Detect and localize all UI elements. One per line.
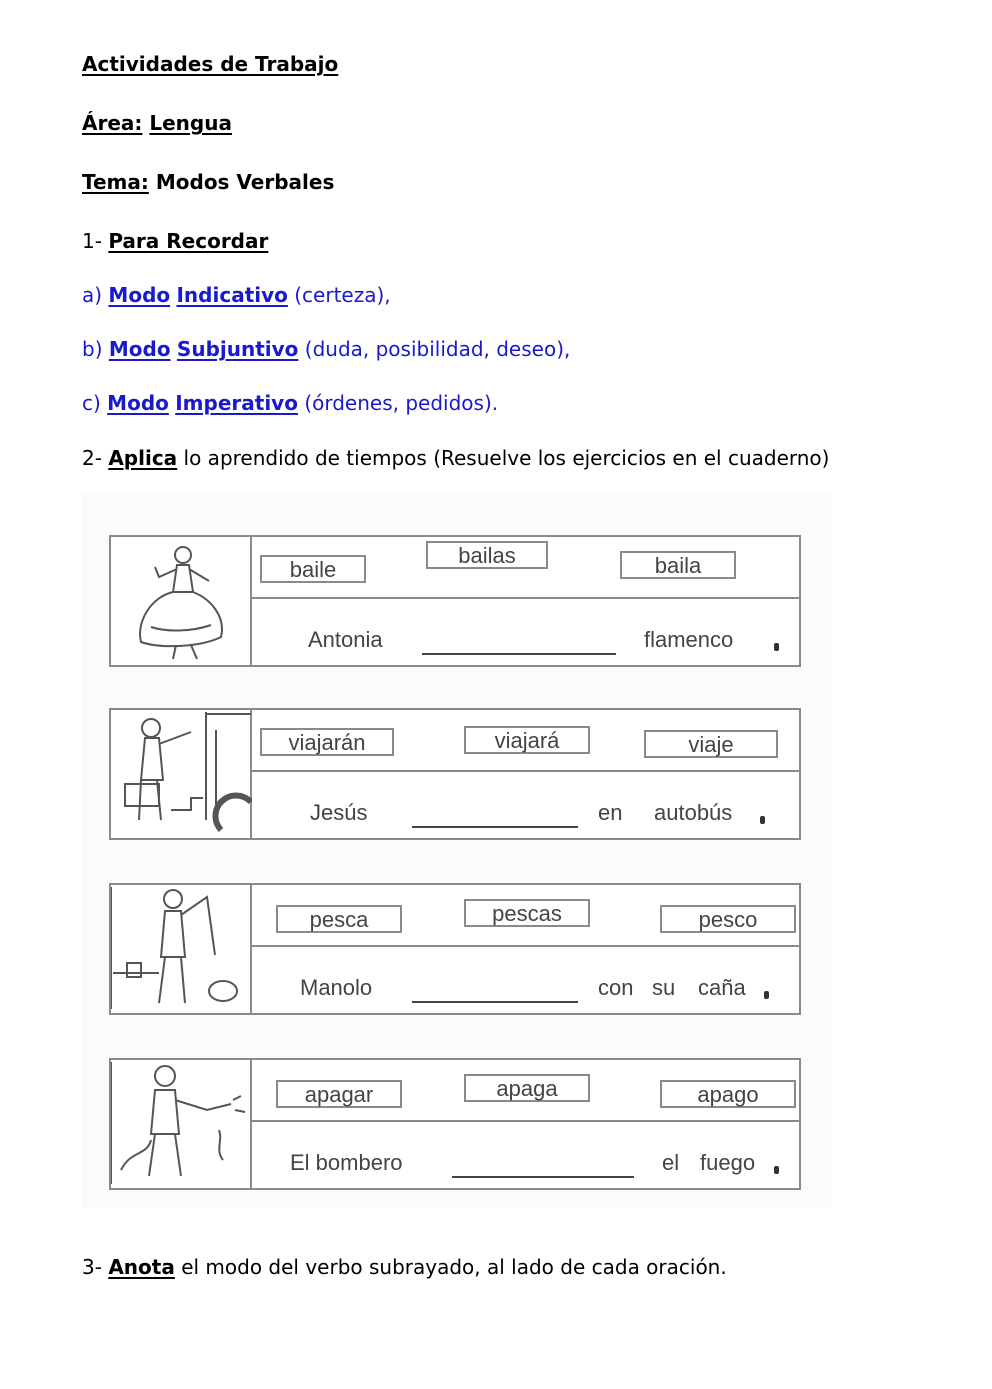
exercise-row: [109, 535, 801, 667]
verb-option[interactable]: viajará: [464, 726, 590, 754]
area-label: Área:: [82, 111, 143, 135]
sentence-subject: Jesús: [310, 800, 368, 825]
mode-word: Modo: [108, 337, 171, 361]
traveler-bus-icon: [111, 710, 252, 838]
verb-option[interactable]: apago: [660, 1080, 796, 1108]
document-title: Actividades de Trabajo: [82, 52, 339, 76]
sentence-subject: Antonia: [308, 627, 383, 652]
mode-item-imperativo: [82, 391, 498, 415]
section2-text: lo aprendido de tiempos (Resuelve los ejercicios en el cuaderno): [183, 446, 830, 470]
verb-option[interactable]: pesco: [660, 905, 796, 933]
sentence-ending: caña: [698, 975, 746, 1000]
exercise-sentence: [252, 772, 799, 838]
tema-line: [82, 170, 334, 194]
sentence-ending: el: [662, 1150, 680, 1175]
section3-text: el modo del verbo subrayado, al lado de cada oración.: [181, 1255, 727, 1279]
mode-name: Subjuntivo: [176, 337, 299, 361]
sentence-ending: flamenco: [644, 627, 734, 652]
section2-instruction: [82, 446, 829, 470]
exercise-sentence: [252, 1122, 799, 1188]
sentence-subject: Manolo: [300, 975, 373, 1000]
sentence-ending: fuego: [700, 1150, 756, 1175]
period-mark: [764, 991, 769, 999]
verb-option[interactable]: viaje: [644, 730, 778, 758]
mode-letter: b): [82, 337, 103, 361]
mode-description: (órdenes, pedidos).: [304, 391, 499, 415]
section3-verb: Anota: [108, 1255, 175, 1279]
sentence-ending: autobús: [654, 800, 733, 825]
mode-description: (duda, posibilidad, deseo),: [304, 337, 571, 361]
answer-blank[interactable]: [452, 1176, 634, 1178]
answer-blank[interactable]: [412, 826, 578, 828]
mode-item-subjuntivo: [82, 337, 570, 361]
mode-name: Indicativo: [176, 283, 288, 307]
mode-letter: a): [82, 283, 103, 307]
answer-blank[interactable]: [412, 1001, 578, 1003]
period-mark: [760, 816, 765, 824]
mode-name: Imperativo: [175, 391, 298, 415]
exercise-row: [109, 708, 801, 840]
sentence-subject: El bombero: [290, 1150, 403, 1175]
sentence-ending: en: [598, 800, 623, 825]
fisherman-icon: [111, 885, 252, 1013]
verb-option[interactable]: apagar: [276, 1080, 402, 1108]
section3-number: 3-: [82, 1255, 102, 1279]
sentence-ending: su: [652, 975, 676, 1000]
verb-options: [252, 1060, 799, 1122]
exercise-row: [109, 883, 801, 1015]
verb-options: [252, 710, 799, 772]
mode-letter: c): [82, 391, 101, 415]
section2-number: 2-: [82, 446, 102, 470]
exercise-worksheet: [82, 492, 832, 1207]
section1-title: Para Recordar: [108, 229, 269, 253]
period-mark: [774, 643, 779, 651]
mode-word: Modo: [107, 391, 169, 415]
verb-options: [252, 885, 799, 947]
period-mark: [774, 1166, 779, 1174]
verb-option[interactable]: baila: [620, 551, 736, 579]
exercise-sentence: [252, 599, 799, 665]
exercise-row: [109, 1058, 801, 1190]
firefighter-icon: [111, 1060, 252, 1188]
area-line: [82, 111, 232, 135]
verb-option[interactable]: bailas: [426, 541, 548, 569]
mode-item-indicativo: [82, 283, 391, 307]
section3-instruction: [82, 1255, 727, 1279]
verb-option[interactable]: pescas: [464, 899, 590, 927]
section1-heading: [82, 229, 268, 253]
verb-option[interactable]: baile: [260, 555, 366, 583]
section1-number: 1-: [82, 229, 102, 253]
area-value: Lengua: [149, 111, 232, 135]
mode-word: Modo: [108, 283, 171, 307]
mode-description: (certeza),: [294, 283, 391, 307]
section2-verb: Aplica: [108, 446, 178, 470]
verb-option[interactable]: viajarán: [260, 728, 394, 756]
flamenco-dancer-icon: [111, 537, 252, 665]
sentence-ending: con: [598, 975, 634, 1000]
tema-value: Modos Verbales: [155, 170, 335, 194]
verb-options: [252, 537, 799, 599]
answer-blank[interactable]: [422, 653, 616, 655]
verb-option[interactable]: apaga: [464, 1074, 590, 1102]
tema-label: Tema:: [82, 170, 149, 194]
exercise-sentence: [252, 947, 799, 1013]
verb-option[interactable]: pesca: [276, 905, 402, 933]
